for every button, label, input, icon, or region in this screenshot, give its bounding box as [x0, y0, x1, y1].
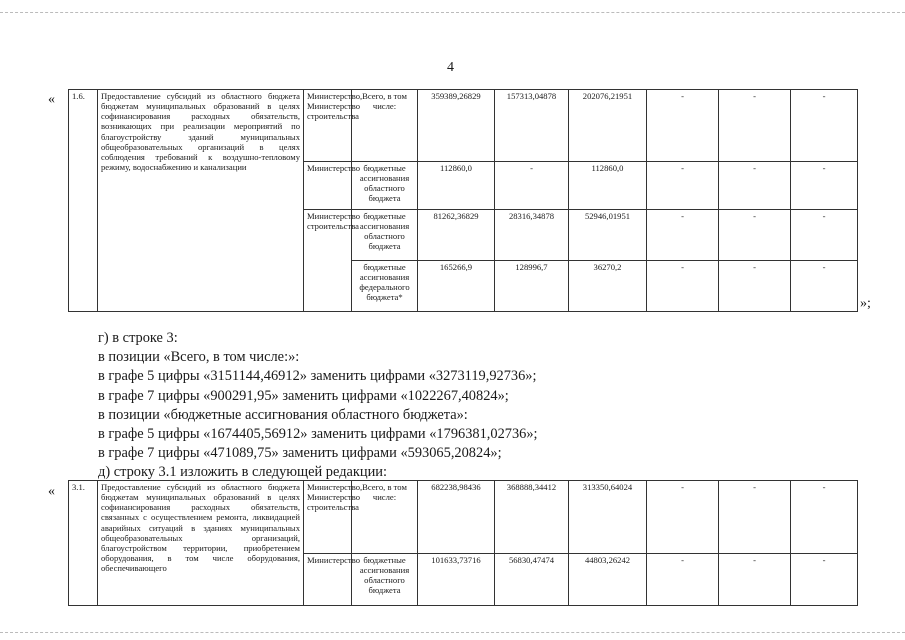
cell-source: бюджетные ассигнования областного бюджета	[352, 554, 418, 606]
text-line: в графе 7 цифры «471089,75» заменить цифрами «593065,20824»;	[98, 445, 502, 462]
scan-artifact-bottom	[0, 632, 905, 634]
text-line: в графе 5 цифры «1674405,56912» заменить цифрами «1796381,02736»;	[98, 426, 538, 443]
row-number: 1.6.	[69, 90, 98, 312]
cell-value: 101633,73716	[418, 554, 495, 606]
text-line: г) в строке 3:	[98, 330, 178, 346]
cell-dash: -	[719, 210, 791, 261]
text-line: в позиции «Всего, в том числе:»:	[98, 349, 300, 366]
cell-dash: -	[719, 261, 791, 312]
quote-open-2: «	[48, 484, 55, 499]
cell-value: 202076,21951	[569, 90, 647, 162]
cell-value: 28316,34878	[495, 210, 569, 261]
cell-dash: -	[647, 554, 719, 606]
cell-dash: -	[647, 261, 719, 312]
row-title: Предоставление субсидий из областного бюджета бюджетам муниципальных образований в целях софинансирования расходных обязательств, возникающих при реализации мероприятий по благоустройству зданий муниципальных общеобразовательных организаций в целях соблюдения требований к воздушно-тепловому режиму, водоснабжению и канализации	[98, 90, 304, 312]
cell-dash: -	[719, 481, 791, 554]
cell-value: 128996,7	[495, 261, 569, 312]
cell-value: 359389,26829	[418, 90, 495, 162]
cell-source: бюджетные ассигнования областного бюджета	[352, 162, 418, 210]
cell-dash: -	[647, 90, 719, 162]
text-line: д) строку 3.1 изложить в следующей редакции:	[98, 464, 388, 481]
quote-open-1: «	[48, 92, 55, 107]
cell-value: 44803,26242	[569, 554, 647, 606]
cell-dash: -	[791, 162, 858, 210]
cell-value: 56830,47474	[495, 554, 569, 606]
cell-value: -	[495, 162, 569, 210]
cell-value: 52946,01951	[569, 210, 647, 261]
cell-org: Министерство, Министерство строительства	[304, 481, 352, 554]
cell-value: 368888,34412	[495, 481, 569, 554]
cell-org: Министерство строительства	[304, 210, 352, 312]
cell-dash: -	[647, 210, 719, 261]
cell-org: Министерство	[304, 554, 352, 606]
cell-value: 313350,64024	[569, 481, 647, 554]
cell-value: 112860,0	[418, 162, 495, 210]
cell-value: 81262,36829	[418, 210, 495, 261]
amendment-text	[98, 329, 538, 483]
cell-value: 682238,98436	[418, 481, 495, 554]
cell-dash: -	[647, 481, 719, 554]
cell-value: 157313,04878	[495, 90, 569, 162]
cell-value: 165266,9	[418, 261, 495, 312]
cell-dash: -	[791, 481, 858, 554]
cell-source: бюджетные ассигнования федерального бюджета*	[352, 261, 418, 312]
cell-dash: -	[791, 210, 858, 261]
cell-dash: -	[719, 162, 791, 210]
cell-source: Всего, в том числе:	[352, 90, 418, 162]
cell-dash: -	[719, 90, 791, 162]
cell-value: 36270,2	[569, 261, 647, 312]
cell-dash: -	[647, 162, 719, 210]
cell-dash: -	[791, 90, 858, 162]
quote-close: »;	[860, 296, 871, 311]
scan-artifact-top	[0, 12, 905, 14]
table-row-3-1	[68, 480, 858, 606]
cell-source: Всего, в том числе:	[352, 481, 418, 554]
cell-dash: -	[791, 261, 858, 312]
page-number: 4	[447, 60, 454, 75]
cell-value: 112860,0	[569, 162, 647, 210]
cell-dash: -	[719, 554, 791, 606]
cell-org: Министерство, Министерство строительства	[304, 90, 352, 162]
table-row-1-6	[68, 89, 858, 312]
cell-source: бюджетные ассигнования областного бюджета	[352, 210, 418, 261]
cell-dash: -	[791, 554, 858, 606]
row-title: Предоставление субсидий из областного бюджета бюджетам муниципальных образований в целях софинансирования расходных обязательств, связанных с осуществлением ремонта, ликвидацией аварийных ситуаций в зданиях муниципальных общеобразовательных организаций, благоустройством территории, приобретением оборудования, в том числе оборудования, обеспечивающего	[98, 481, 304, 606]
cell-org: Министерство	[304, 162, 352, 210]
text-line: в графе 7 цифры «900291,95» заменить цифрами «1022267,40824»;	[98, 387, 509, 404]
row-number: 3.1.	[69, 481, 98, 606]
text-line: в позиции «бюджетные ассигнования областного бюджета»:	[98, 406, 468, 423]
text-line: в графе 5 цифры «3151144,46912» заменить цифрами «3273119,92736»;	[98, 368, 537, 385]
